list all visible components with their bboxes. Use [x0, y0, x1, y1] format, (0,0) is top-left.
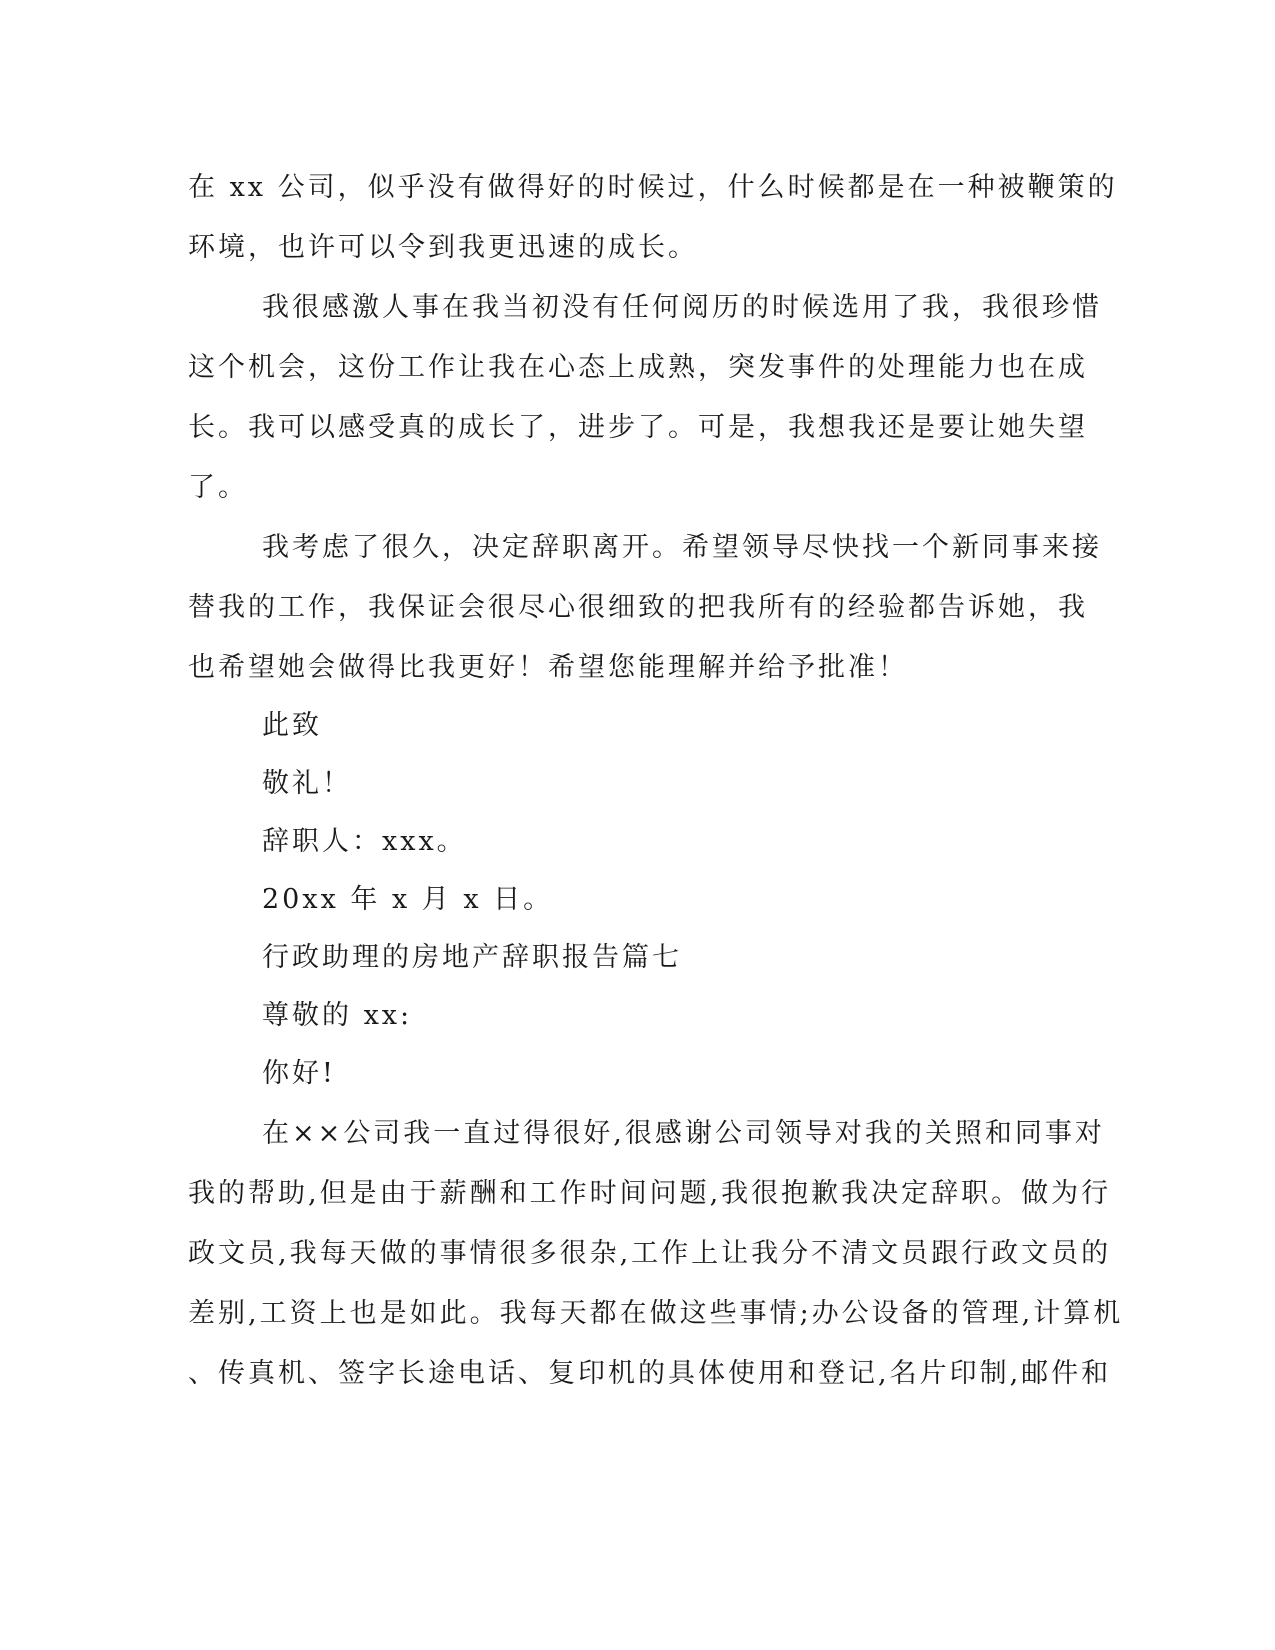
paragraph-line: 替我的工作，我保证会很尽心很细致的把我所有的经验都告诉她，我 — [188, 592, 1088, 623]
greeting-line: 你好! — [262, 1058, 336, 1089]
paragraph-line: 差别,工资上也是如此。我每天都在做这些事情;办公设备的管理,计算机 — [188, 1298, 1124, 1329]
paragraph-line: 我很感激人事在我当初没有任何阅历的时候选用了我，我很珍惜 — [262, 292, 1102, 323]
paragraph-line: 长。我可以感受真的成长了，进步了。可是，我想我还是要让她失望 — [188, 412, 1088, 443]
signature-line: 辞职人：xxx。 — [262, 826, 467, 857]
greeting-recipient: 尊敬的 xx: — [262, 1000, 413, 1031]
paragraph-line: 、传真机、签字长途电话、复印机的具体使用和登记,名片印制,邮件和 — [188, 1358, 1112, 1389]
date-line: 20xx 年 x 月 x 日。 — [262, 884, 554, 915]
section-title: 行政助理的房地产辞职报告篇七 — [262, 942, 682, 973]
paragraph-line: 环境，也许可以令到我更迅速的成长。 — [188, 232, 698, 263]
paragraph-line: 在 xx 公司，似乎没有做得好的时候过，什么时候都是在一种被鞭策的 — [188, 172, 1118, 203]
paragraph-line: 了。 — [188, 472, 248, 503]
closing-line: 此致 — [262, 710, 322, 741]
paragraph-line: 这个机会，这份工作让我在心态上成熟，突发事件的处理能力也在成 — [188, 352, 1088, 383]
paragraph-line: 我考虑了很久，决定辞职离开。希望领导尽快找一个新同事来接 — [262, 532, 1102, 563]
paragraph-line: 我的帮助,但是由于薪酬和工作时间问题,我很抱歉我决定辞职。做为行 — [188, 1178, 1112, 1209]
paragraph-line: 在××公司我一直过得很好,很感谢公司领导对我的关照和同事对 — [262, 1118, 1105, 1149]
paragraph-line: 政文员,我每天做的事情很多很杂,工作上让我分不清文员跟行政文员的 — [188, 1238, 1112, 1269]
salutation-line: 敬礼！ — [262, 768, 352, 799]
paragraph-line: 也希望她会做得比我更好！希望您能理解并给予批准！ — [188, 652, 908, 683]
